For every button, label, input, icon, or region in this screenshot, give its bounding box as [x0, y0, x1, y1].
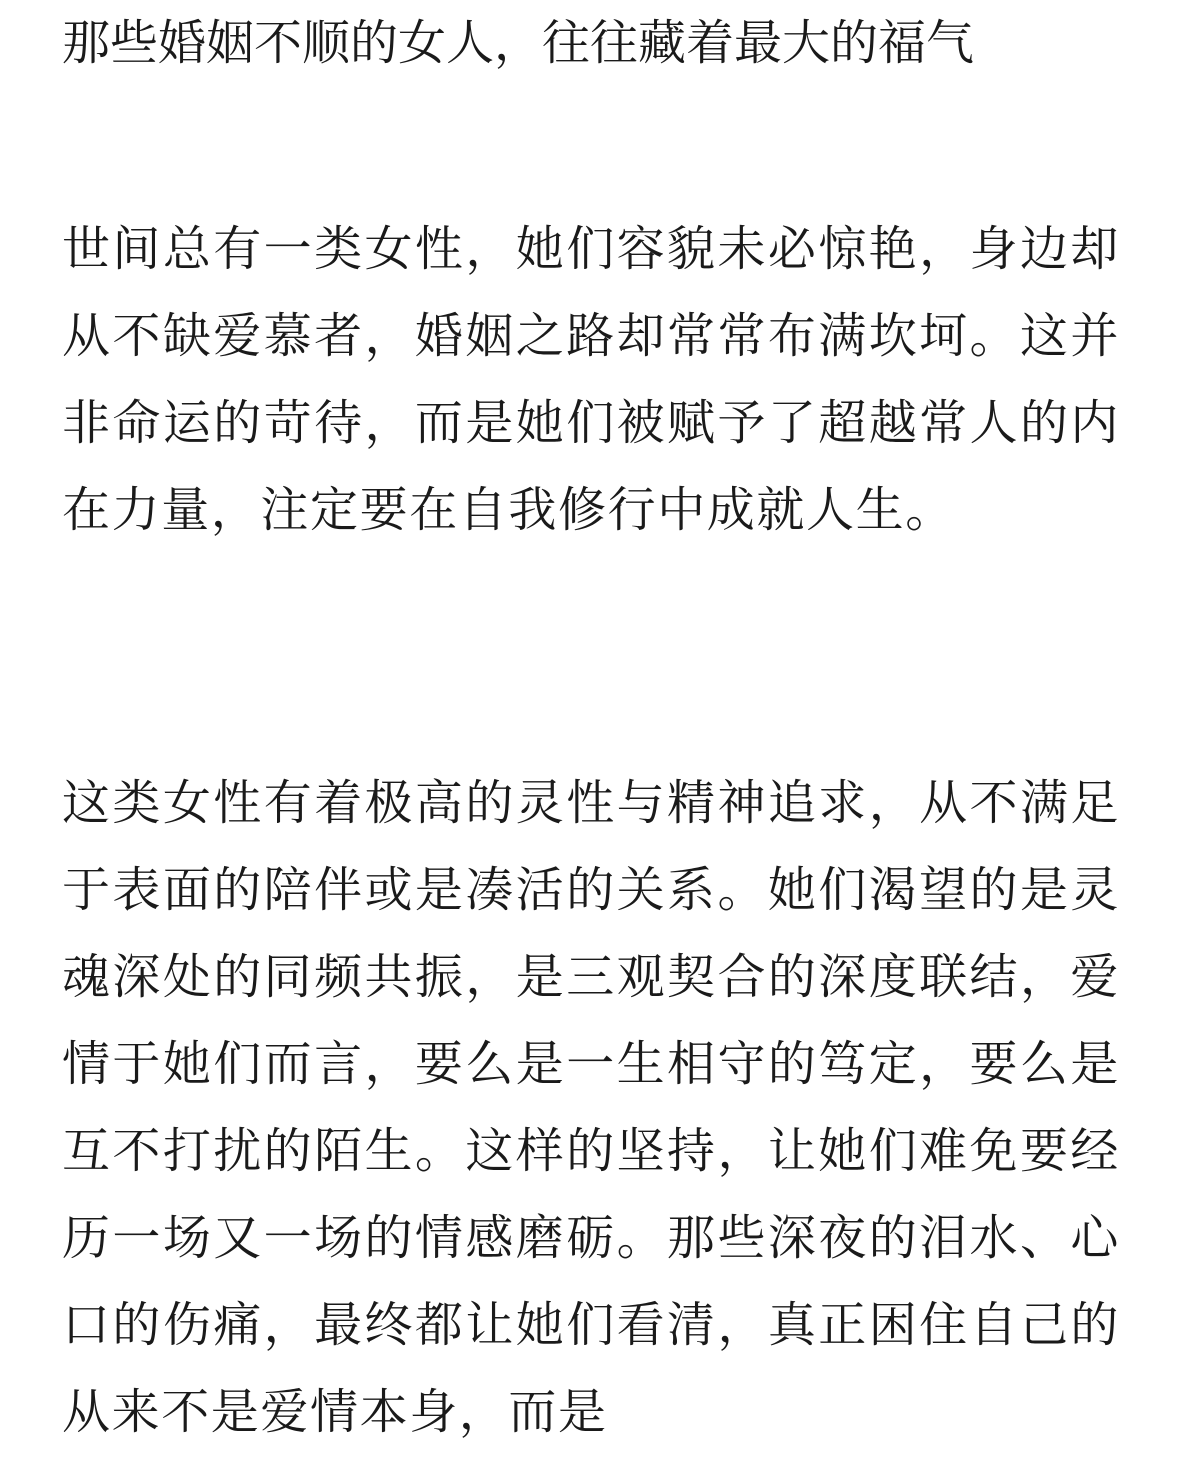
article-paragraph: 这类女性有着极高的灵性与精神追求，从不满足于表面的陪伴或是凑活的关系。她们渴望的是灵魂深处的同频共振，是三观契合的深度联结，爱情于她们而言，要么是一生相守的笃定，要么是互不打扰的陌生。这样的坚持，让她们难免要经历一场又一场的情感磨砺。那些深夜的泪水、心口的伤痛，最终都让她们看清，真正困住自己的从来不是爱情本身，而是 [62, 775, 1120, 1440]
article-paragraph: 世间总有一类女性，她们容貌未必惊艳，身边却从不缺爱慕者，婚姻之路却常常布满坎坷。这并非命运的苛待，而是她们被赋予了超越常人的内在力量，注定要在自我修行中成就人生。 [62, 221, 1120, 538]
article-title: 那些婚姻不顺的女人，往往藏着最大的福气 [62, 15, 975, 71]
